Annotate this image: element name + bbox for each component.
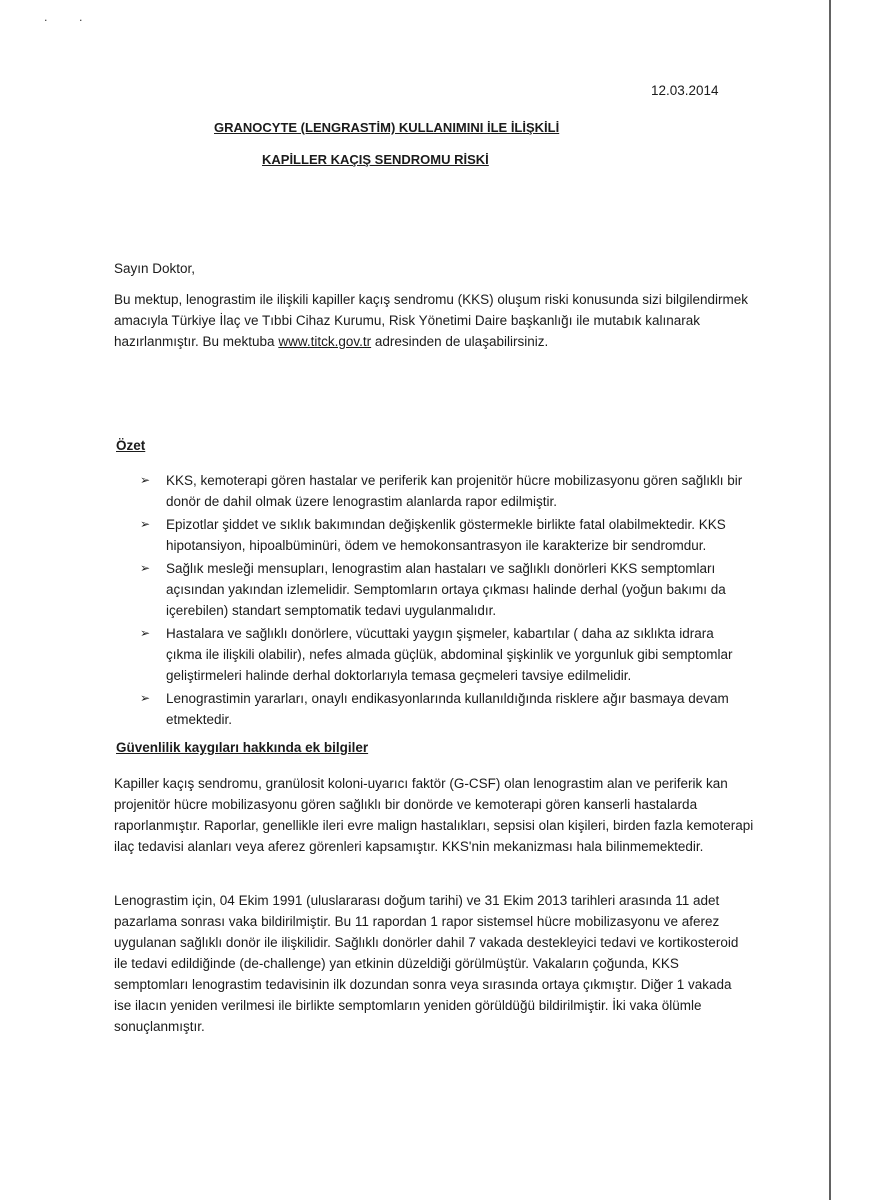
arrow-bullet-icon: ➢: [140, 473, 151, 487]
document-title-line-1: GRANOCYTE (LENGRASTİM) KULLANIMINI İLE İLİŞKİLİ: [214, 120, 560, 135]
scan-corner-marks: · ·: [44, 14, 97, 27]
intro-paragraph: [114, 289, 749, 352]
salutation: Sayın Doktor,: [114, 261, 196, 276]
arrow-bullet-icon: ➢: [140, 691, 151, 705]
summary-item: [140, 688, 750, 730]
document-date: 12.03.2014: [651, 83, 719, 98]
summary-item: [140, 558, 750, 621]
summary-item-text: Epizotlar şiddet ve sıklık bakımından değişkenlik göstermekle birlikte fatal olabilmektedir. KKS hipotansiyon, hipoalbüminüri, ödem ve hemokonsantrasyon ile karakterize bir sendromdur.: [166, 517, 726, 553]
document-title-line-2: KAPİLLER KAÇIŞ SENDROMU RİSKİ: [262, 152, 489, 167]
arrow-bullet-icon: ➢: [140, 517, 151, 531]
intro-text-start: Bu mektup, lenograstim ile ilişkili kapiller kaçış sendromu (KKS) oluşum riski konusunda sizi bilgilendirmek amacıyla Türkiye İlaç ve Tıbbi Cihaz Kurumu, Risk Yönetimi Daire başkanlığı ile mutabık kalınarak hazırlanmıştır. Bu mektuba: [114, 292, 748, 349]
website-link[interactable]: www.titck.gov.tr: [278, 334, 372, 349]
scan-edge-line: [829, 0, 831, 1200]
arrow-bullet-icon: ➢: [140, 561, 151, 575]
safety-paragraph-1: Kapiller kaçış sendromu, granülosit koloni-uyarıcı faktör (G-CSF) olan lenograstim alan ve periferik kan projenitör hücre mobilizasyonu gören sağlıklı bir donörde ve kemoterapi gören kanserli hastalarda raporlanmıştır. Raporlar, genellikle ileri evre malign hastalıkları, sepsisi olan kişileri, birden fazla kemoterapi ilaç tedavisi alanları veya aferez görenleri kapsamıştır. KKS'nin mekanizması hala bilinmemektedir.: [114, 776, 754, 854]
summary-item: [140, 514, 750, 556]
safety-paragraph-2: Lenograstim için, 04 Ekim 1991 (uluslararası doğum tarihi) ve 31 Ekim 2013 tarihleri arasında 11 adet pazarlama sonrası vaka bildirilmiştir. Bu 11 rapordan 1 rapor sistemsel hücre mobilizasyonu ve aferez uygulanan sağlıklı donör ile ilişkilidir. Sağlıklı donörler dahil 7 vakada destekleyici tedavi ve kortikosteroid ile tedavi edildiğinde (de-challenge) yan etkinin düzeldiği görülmüştür. Vakaların çoğunda, KKS semptomları lenograstim tedavisinin ilk dozundan sonra veya sırasında ortaya çıkmıştır. Diğer 1 vakada ise ilacın yeniden verilmesi ile birlikte semptomların yeniden görüldüğü bildirilmiştir. İki vaka ölümle sonuçlanmıştır.: [114, 893, 739, 1034]
summary-item: [140, 623, 750, 686]
summary-item-text: KKS, kemoterapi gören hastalar ve periferik kan projenitör hücre mobilizasyonu gören sağlıklı bir donör de dahil olmak üzere lenograstim alanlarda rapor edilmiştir.: [166, 473, 743, 509]
summary-list: [140, 470, 750, 732]
summary-item-text: Lenograstimin yararları, onaylı endikasyonlarında kullanıldığında risklere ağır basmaya devam etmektedir.: [166, 691, 729, 727]
summary-item: [140, 470, 750, 512]
summary-heading: Özet: [116, 438, 146, 453]
safety-heading: Güvenlilik kaygıları hakkında ek bilgiler: [116, 740, 369, 755]
arrow-bullet-icon: ➢: [140, 626, 151, 640]
intro-text-end: adresinden de ulaşabilirsiniz.: [371, 334, 549, 349]
summary-item-text: Hastalara ve sağlıklı donörlere, vücuttaki yaygın şişmeler, kabartılar ( daha az sıklıkta idrara çıkma ile ilişkili olabilir), nefes almada güçlük, abdominal şişkinlik ve yorgunluk gibi semptomlar geliştirmeleri halinde derhal doktorlarıyla temasa geçmeleri tavsiye edilmelidir.: [166, 626, 733, 683]
summary-item-text: Sağlık mesleği mensupları, lenograstim alan hastaları ve sağlıklı donörleri KKS semptomları açısından yakından izlemelidir. Semptomların ortaya çıkması halinde derhal (yoğun bakımı da içerebilen) standart semptomatik tedavi uygulanmalıdır.: [166, 561, 726, 618]
